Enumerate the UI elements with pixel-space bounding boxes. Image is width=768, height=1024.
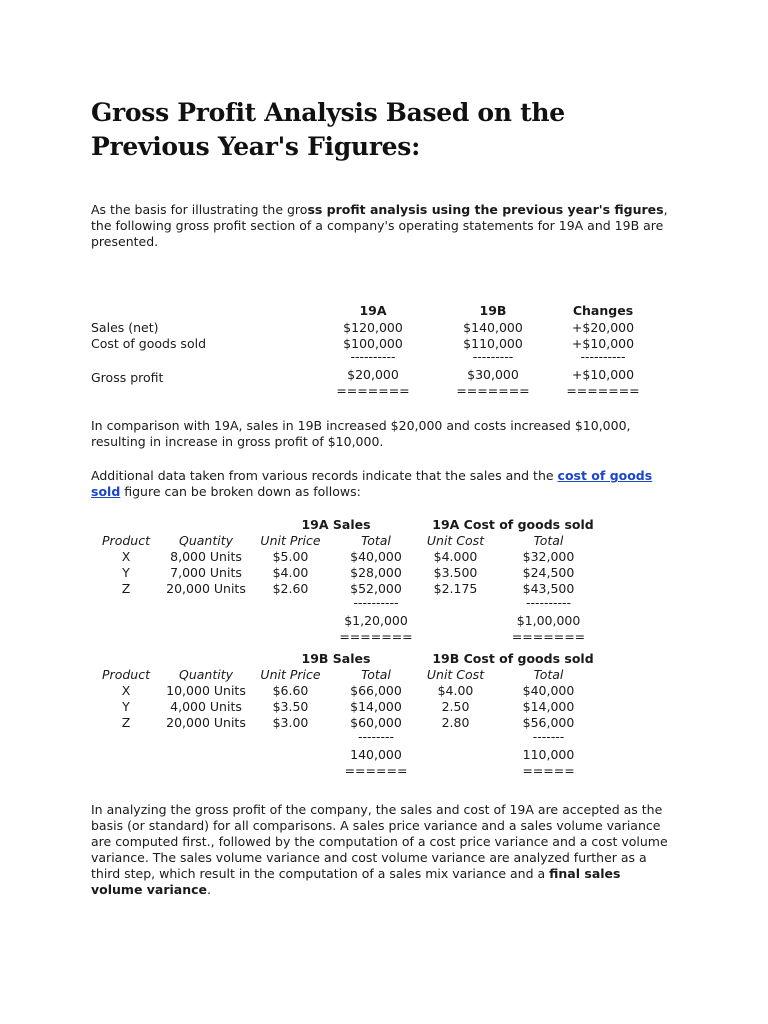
cell: Y — [122, 699, 130, 714]
intro-bold-text: ss profit analysis using the previous year's figures — [307, 202, 664, 217]
summary-equals-row — [91, 383, 671, 399]
divider: ===== — [522, 763, 575, 778]
table-header-row — [91, 651, 671, 667]
intro-paragraph — [91, 202, 671, 250]
divider: --------- — [472, 349, 514, 364]
column-header: Total — [533, 533, 564, 548]
intro-text: As the basis for illustrating the gro — [91, 202, 308, 217]
page-title: Gross Profit Analysis Based on the Previous Year's Figures: — [91, 98, 565, 161]
cell: $3.00 — [272, 715, 309, 730]
summary-header-19b: 19B — [479, 303, 507, 318]
column-header: Unit Price — [260, 667, 321, 682]
cell: $14,000 — [350, 699, 402, 714]
additional-text: Additional data taken from various records indicate that the sales and the — [91, 468, 558, 483]
sales-header: 19A Sales — [301, 517, 371, 532]
cell: $24,500 — [522, 565, 575, 580]
cell: $5.00 — [272, 549, 309, 564]
summary-row-sales — [91, 320, 671, 336]
equals-row — [91, 629, 671, 645]
dash-row — [91, 729, 671, 745]
analysis-paragraph — [91, 802, 671, 898]
total-row — [91, 613, 671, 629]
cell: Y — [122, 565, 130, 580]
cell: $4.000 — [433, 549, 478, 564]
sales-header: 19B Sales — [301, 651, 371, 666]
summary-cell: $20,000 — [347, 367, 399, 382]
cell: Z — [121, 715, 131, 730]
dash-row — [91, 595, 671, 611]
total-cost: 110,000 — [522, 747, 575, 762]
summary-cell: +$10,000 — [571, 367, 635, 382]
table-row — [91, 549, 671, 565]
divider: ---------- — [353, 595, 399, 610]
summary-cell: $140,000 — [463, 320, 523, 335]
cell: 20,000 Units — [166, 715, 246, 730]
additional-paragraph — [91, 468, 671, 500]
divider: ======= — [336, 383, 410, 398]
cell: $32,000 — [522, 549, 575, 564]
additional-text-end: figure can be broken down as follows: — [120, 484, 361, 499]
equals-row — [91, 763, 671, 779]
cell: $66,000 — [350, 683, 402, 698]
summary-label: Sales (net) — [91, 320, 159, 335]
cell: $60,000 — [350, 715, 402, 730]
analysis-bold-text: final sales volume variance — [91, 866, 621, 897]
summary-cell: $100,000 — [343, 336, 403, 351]
column-header: Unit Cost — [426, 533, 485, 548]
cell: 10,000 Units — [166, 683, 246, 698]
summary-header-row — [91, 303, 671, 319]
cell: $40,000 — [522, 683, 575, 698]
cell: $4.00 — [437, 683, 474, 698]
analysis-text: In analyzing the gross profit of the company, the sales and cost of 19A are accepted as the basis (or standard) for all comparisons. A sales price variance and a sales volume variance are computed first., followed by the computation of a cost price variance and a cost volume variance. The sales volume variance and cost volume variance are analyzed further as a third step, which result in the computation of a sales mix variance and a — [91, 802, 668, 881]
column-header: Total — [533, 667, 564, 682]
comparison-paragraph: In comparison with 19A, sales in 19B increased $20,000 and costs increased $10,000, resulting in increase in gross profit of $10,000. — [91, 418, 631, 449]
cell: $2.60 — [272, 581, 309, 596]
cell: $43,500 — [522, 581, 575, 596]
summary-cell: $110,000 — [463, 336, 523, 351]
cell: 2.50 — [441, 699, 470, 714]
cost-header: 19B Cost of goods sold — [432, 651, 594, 666]
divider: ====== — [344, 763, 408, 778]
cell: $2.175 — [433, 581, 478, 596]
divider: ---------- — [580, 349, 626, 364]
cell: 4,000 Units — [170, 699, 242, 714]
analysis-text-end: . — [207, 882, 212, 897]
column-header: Product — [102, 667, 150, 682]
divider: ======= — [566, 383, 640, 398]
cost-header: 19A Cost of goods sold — [432, 517, 594, 532]
summary-dash-row — [91, 349, 671, 365]
column-header: Unit Price — [260, 533, 321, 548]
cost-of-goods-sold-link[interactable]: cost of goods sold — [91, 468, 653, 499]
divider: ---------- — [525, 595, 572, 610]
total-sales: 140,000 — [350, 747, 402, 762]
table-header-row — [91, 517, 671, 533]
table-row — [91, 699, 671, 715]
column-header: Total — [361, 533, 391, 548]
summary-cell: $120,000 — [343, 320, 403, 335]
total-sales: $1,20,000 — [344, 613, 408, 628]
cell: $14,000 — [522, 699, 575, 714]
summary-cell: +$10,000 — [571, 336, 635, 351]
column-header: Total — [361, 667, 391, 682]
cell: $28,000 — [350, 565, 402, 580]
document-page — [91, 96, 671, 897]
divider: ======= — [456, 383, 530, 398]
cell: $3.50 — [272, 699, 309, 714]
cell: 2.80 — [441, 715, 470, 730]
summary-label: Cost of goods sold — [91, 336, 207, 351]
summary-header-19a: 19A — [359, 303, 387, 318]
column-header: Quantity — [178, 533, 234, 548]
divider: ------- — [532, 729, 565, 744]
cell: $56,000 — [522, 715, 575, 730]
cell: Z — [121, 581, 131, 596]
total-row — [91, 747, 671, 763]
cell: 8,000 Units — [170, 549, 242, 564]
divider: ======= — [511, 629, 586, 644]
intro-text-end: , the following gross profit section of a company's operating statements for 19A and 19B are presented. — [91, 202, 668, 249]
summary-cell: +$20,000 — [571, 320, 635, 335]
column-header: Quantity — [178, 667, 234, 682]
summary-label: Gross profit — [91, 370, 164, 385]
divider: ---------- — [350, 349, 396, 364]
cell: $6.60 — [272, 683, 309, 698]
column-header: Unit Cost — [426, 667, 485, 682]
cell: X — [121, 683, 131, 698]
cell: $52,000 — [350, 581, 402, 596]
cell: $3.500 — [433, 565, 478, 580]
cell: X — [121, 549, 131, 564]
total-cost: $1,00,000 — [516, 613, 581, 628]
cell: 7,000 Units — [170, 565, 242, 580]
table-row — [91, 565, 671, 581]
column-header: Product — [102, 533, 150, 548]
cell: $4.00 — [272, 565, 309, 580]
divider: -------- — [357, 729, 395, 744]
table-row — [91, 683, 671, 699]
summary-cell: $30,000 — [467, 367, 519, 382]
cell: 20,000 Units — [166, 581, 246, 596]
summary-header-changes: Changes — [572, 303, 634, 318]
divider: ======= — [339, 629, 413, 644]
summary-row-gross — [91, 367, 671, 383]
cell: $40,000 — [350, 549, 402, 564]
column-header-row — [91, 533, 671, 549]
column-header-row — [91, 667, 671, 683]
